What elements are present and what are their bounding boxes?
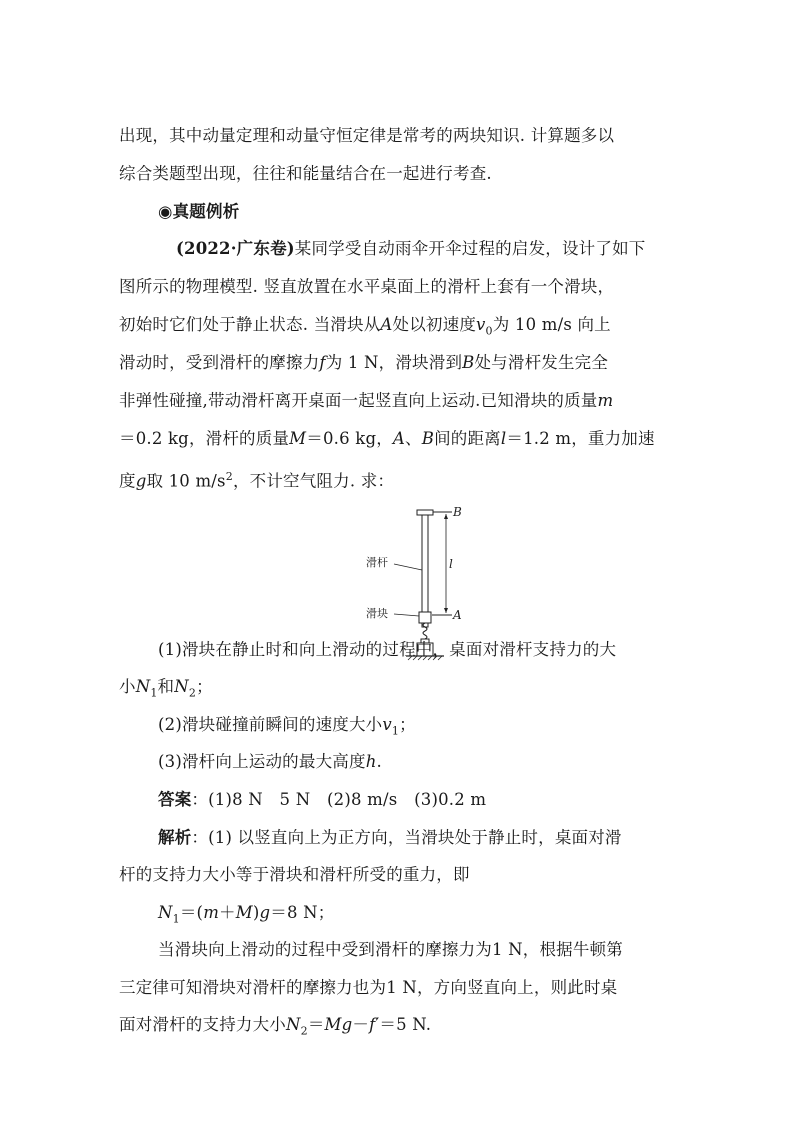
label-l: l [449, 557, 453, 571]
label-block: 滑块 [366, 607, 388, 620]
question-2: (2)滑块碰撞前瞬间的速度大小$v_1$； [158, 715, 416, 738]
analysis-line-4: 当滑块向上滑动的过程中受到滑杆的摩擦力为1 N，根据牛顿第 [158, 940, 623, 959]
answer-label: 答案 [158, 790, 192, 809]
analysis-line-1: 解析：(1) 以竖直向上为正方向，当滑块处于静止时，桌面对滑 [158, 828, 622, 847]
dimension-arrow-top [444, 514, 448, 519]
question-1-line-2: 小$N_1$和$N_2$； [119, 677, 213, 700]
answer-line: 答案：(1)8 N 5 N (2)8 m/s (3)0.2 m [158, 790, 487, 809]
label-rod: 滑杆 [366, 556, 388, 569]
problem-line-2: 图所示的物理模型. 竖直放置在水平桌面上的滑杆上套有一个滑块， [119, 277, 615, 296]
intro-line-1: 出现，其中动量定理和动量守恒定律是常考的两块知识. 计算题多以 [119, 126, 615, 145]
problem-line-1: (2022·广东卷)某同学受自动雨伞开伞过程的启发，设计了如下 [176, 239, 646, 258]
question-3: (3)滑杆向上运动的最大高度h. [158, 752, 382, 771]
block-leader-line [394, 614, 419, 616]
intro-line-2: 综合类题型出现，往往和能量结合在一起进行考查. [119, 164, 492, 183]
label-b: B [453, 505, 462, 519]
label-a: A [453, 608, 462, 622]
problem-source: (2022·广东卷) [176, 239, 295, 258]
rod-leader-line [394, 564, 422, 570]
problem-line-5: 非弹性碰撞,带动滑杆离开桌面一起竖直向上运动.已知滑块的质量m [119, 391, 614, 410]
dimension-arrow-bottom [444, 608, 448, 613]
section-heading: ◉真题例析 [158, 202, 240, 221]
question-1-line-1: (1)滑块在静止时和向上滑动的过程中，桌面对滑杆支持力的大 [158, 640, 617, 659]
slider-rod [422, 515, 428, 627]
problem-line-4: 滑动时，受到滑杆的摩擦力f为 1 N，滑块滑到B处与滑杆发生完全 [119, 353, 609, 372]
problem-line-7: 度g取 10 $m/s^2$，不计空气阻力. 求： [119, 470, 395, 491]
slider-block [419, 612, 431, 623]
problem-line-3: 初始时它们处于静止状态. 当滑块从A处以初速度$v_0$为 10 m/s 向上 [119, 315, 611, 338]
rod-top-cap [417, 510, 433, 515]
analysis-line-5: 三定律可知滑块对滑杆的摩擦力也为1 N，方向竖直向上，则此时桌 [119, 978, 618, 997]
analysis-line-2: 杆的支持力大小等于滑块和滑杆所受的重力，即 [119, 865, 470, 884]
analysis-equation: $N_1=(m+M)g=8$ N； [158, 903, 335, 926]
problem-line-6: ＝0.2 kg，滑杆的质量M＝0.6 kg，A、B间的距离l＝1.2 m，重力加速 [119, 429, 655, 448]
analysis-label: 解析 [158, 828, 192, 847]
analysis-line-6: 面对滑杆的支持力大小$N_2=Mg-f'=5$ N. [119, 1015, 432, 1038]
